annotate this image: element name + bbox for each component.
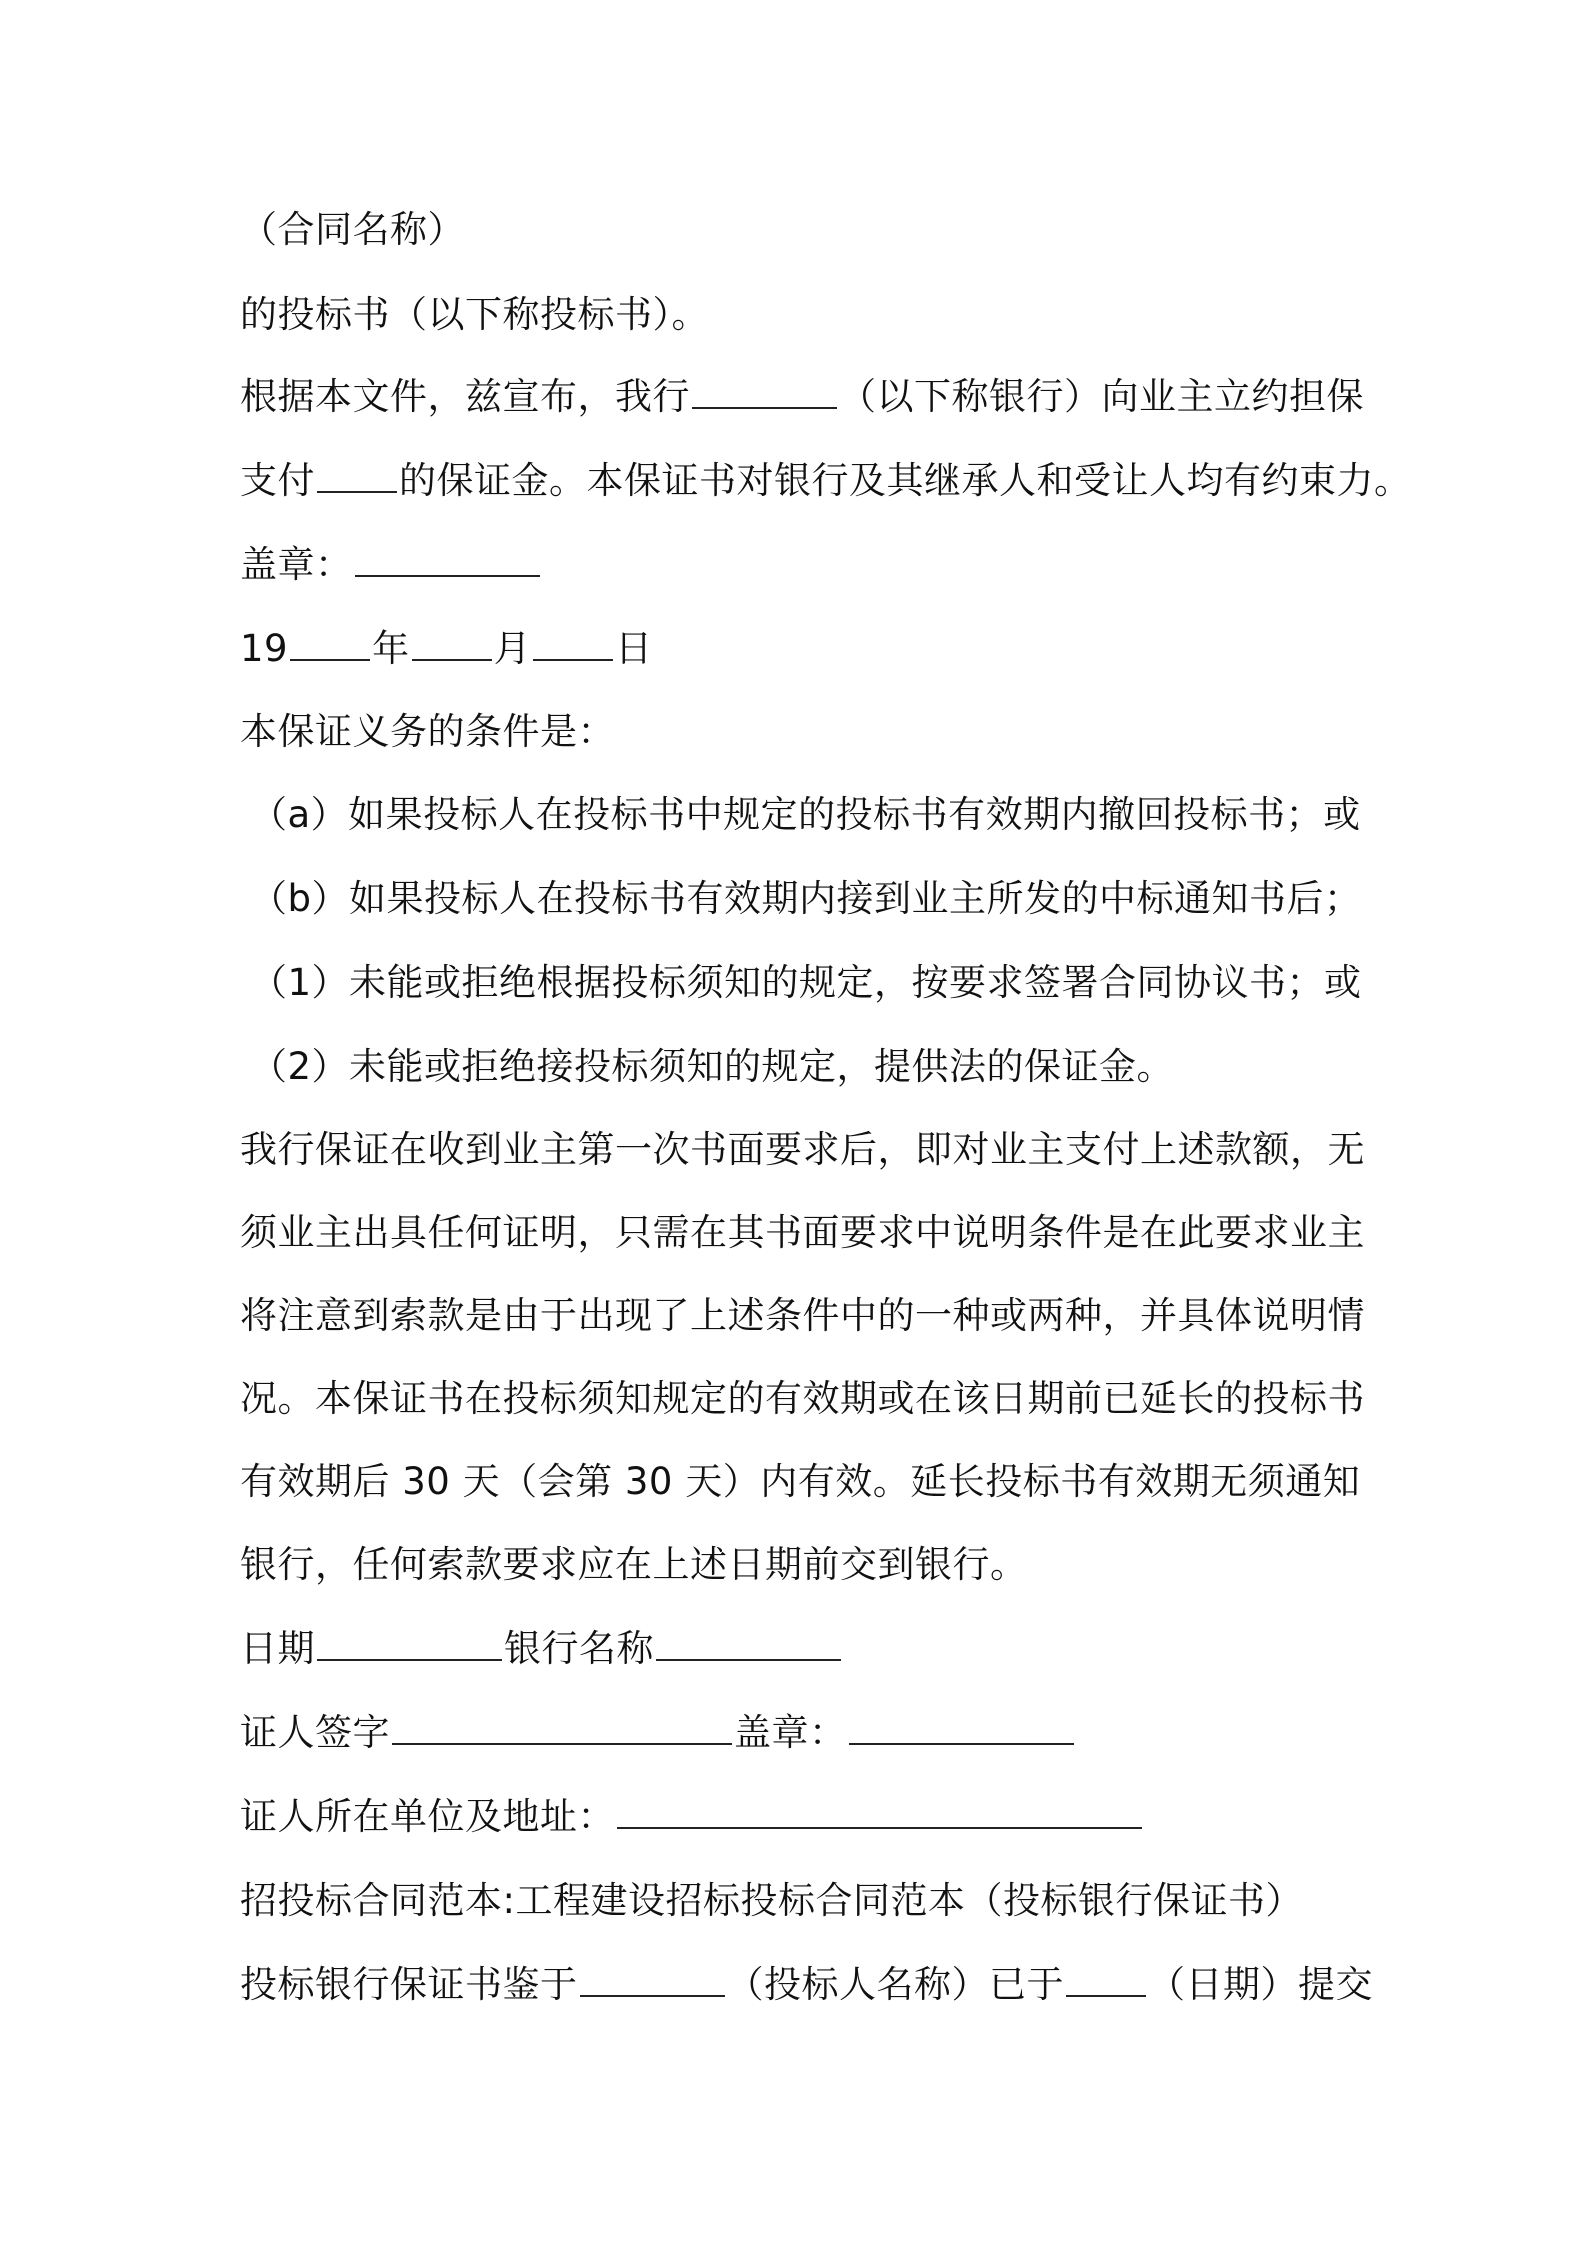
blank-field-witness-address [617,1793,1142,1829]
text: （b）如果投标人在投标书有效期内接到业主所发的中标通知书后； [250,877,1362,920]
paragraph-line [240,290,709,340]
seal-line [240,540,542,590]
text: 投标银行保证书鉴于 [240,1963,578,2006]
paragraph-line [240,1960,1373,2010]
paragraph-line [240,1374,1365,1424]
text: （1）未能或拒绝根据投标须知的规定，按要求签署合同协议书；或 [250,961,1362,1004]
date-line [240,624,653,674]
condition-item [250,1042,1174,1092]
blank-field-amount [317,457,397,493]
text: 的保证金。本保证书对银行及其继承人和受让人均有约束力。 [399,459,1412,502]
paragraph-line [240,707,615,757]
text: （日期）提交 [1148,1963,1373,2006]
paragraph-line [240,456,1412,506]
text: 银行，任何索款要求应在上述日期前交到银行。 [240,1543,1028,1586]
paragraph-line [240,1876,1303,1926]
text: 我行保证在收到业主第一次书面要求后，即对业主支付上述款额，无 [240,1128,1365,1171]
text: 证人签字 [240,1711,390,1754]
text: 月 [493,627,532,670]
text: 支付 [240,459,315,502]
witness-line [240,1708,1076,1758]
paragraph-line [240,1457,1360,1507]
blank-field-witness-signature [392,1709,732,1745]
text: 况。本保证书在投标须知规定的有效期或在该日期前已延长的投标书 [240,1377,1365,1420]
text: 将注意到索款是由于出现了上述条件中的一种或两种，并具体说明情 [240,1294,1365,1337]
text: 银行名称 [504,1627,654,1670]
text: 盖章： [734,1711,847,1754]
date-bank-line [240,1624,843,1674]
text: 须业主出具任何证明，只需在其书面要求中说明条件是在此要求业主 [240,1211,1365,1254]
text: 证人所在单位及地址： [240,1795,615,1838]
text: （a）如果投标人在投标书中规定的投标书有效期内撤回投标书；或 [250,793,1361,836]
blank-field-bidder-name [580,1961,725,1997]
paragraph-line [240,372,1364,422]
text: 根据本文件，兹宣布，我行 [240,375,690,418]
paragraph-line [240,1291,1365,1341]
text: （投标人名称）已于 [726,1963,1064,2006]
text: 的投标书（以下称投标书）。 [240,293,709,336]
text: （以下称银行）向业主立约担保 [839,375,1364,418]
text: 19 [240,627,289,670]
blank-field-submit-date [1066,1961,1146,1997]
paragraph-line [240,1208,1365,1258]
contract-name-line [240,205,465,255]
paragraph-line [240,1125,1365,1175]
text: 日期 [240,1627,315,1670]
blank-field-year [290,625,370,661]
blank-field-seal [355,541,540,577]
text: 盖章： [240,543,353,586]
witness-address-line [240,1792,1144,1842]
condition-item [250,958,1362,1008]
blank-field-bank [692,373,837,409]
text: 日 [615,627,653,670]
text: 年 [372,627,410,670]
text: 有效期后 30 天（会第 30 天）内有效。延长投标书有效期无须通知 [240,1460,1361,1503]
blank-field-witness-seal [849,1709,1074,1745]
blank-field-month [412,625,492,661]
text: （合同名称） [240,208,465,251]
blank-field-bank-name [656,1625,841,1661]
text: 招投标合同范本:工程建设招标投标合同范本（投标银行保证书） [240,1879,1303,1922]
blank-field-day [533,625,613,661]
blank-field-date [317,1625,502,1661]
text: 本保证义务的条件是： [240,710,615,753]
condition-item [250,874,1362,924]
paragraph-line [240,1540,1028,1590]
condition-item [250,790,1361,840]
text: （2）未能或拒绝接投标须知的规定，提供法的保证金。 [250,1045,1175,1088]
